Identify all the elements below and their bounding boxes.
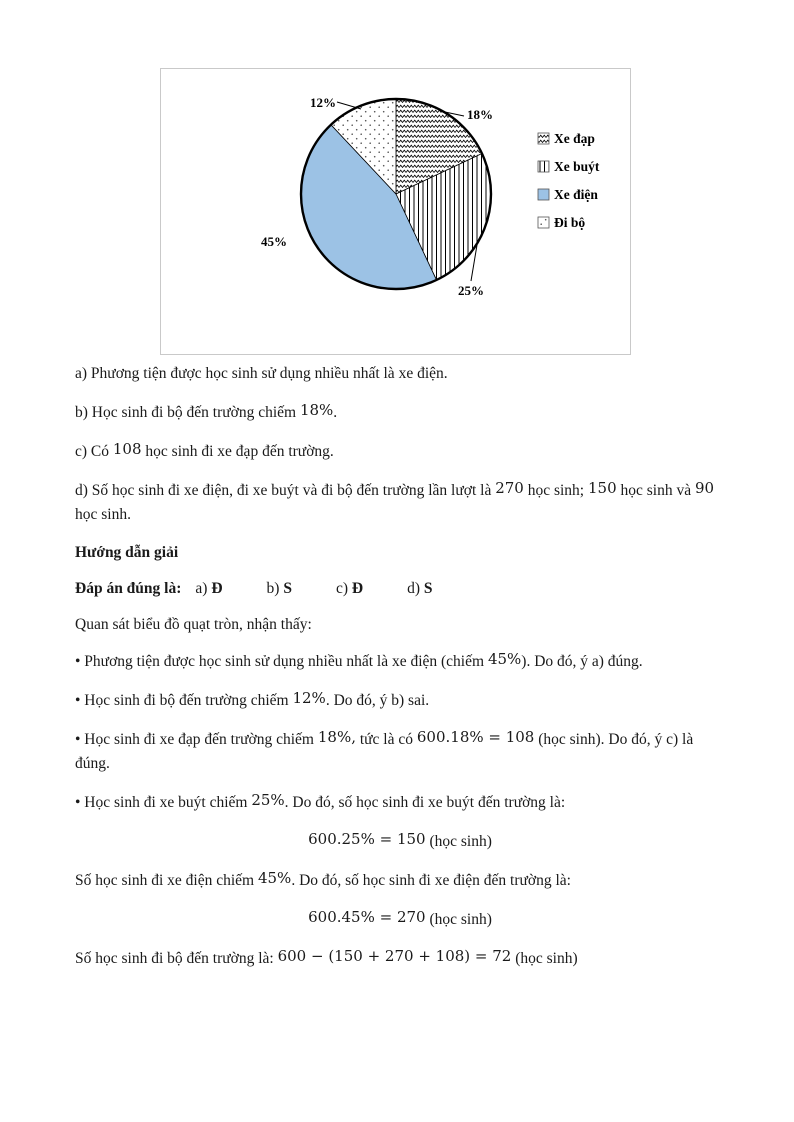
bullet-3-pre: • Học sinh đi xe đạp đến trường chiếm <box>75 731 318 748</box>
statement-b-math: 18% <box>299 401 334 419</box>
bullet-4-math: 25% <box>251 791 285 809</box>
answer-d-prefix: d) <box>407 580 420 597</box>
legend-swatch-di-bo <box>538 217 549 228</box>
observe-line <box>75 613 725 637</box>
statement-d <box>75 478 725 527</box>
bullet-4-post: . Do đó, số học sinh đi xe buýt đến trường là: <box>284 794 566 811</box>
bullet-3-mid: tức là có <box>355 731 417 748</box>
statement-b-pre: b) Học sinh đi bộ đến trường chiếm <box>75 404 300 421</box>
line-di-bo-post: (học sinh) <box>511 950 578 967</box>
bullet-3-math1: 18%, <box>317 728 356 746</box>
formula-xe-dien-unit: (học sinh) <box>425 911 492 928</box>
bullet-2-math: 12% <box>292 689 326 707</box>
answer-c-value: Đ <box>351 580 364 597</box>
statement-a <box>75 362 725 386</box>
legend-label-di-bo: Đi bộ <box>554 215 586 230</box>
bullet-2 <box>75 688 725 713</box>
bullet-4 <box>75 790 725 815</box>
statement-b <box>75 400 725 425</box>
formula-xe-buyt <box>75 829 725 854</box>
line-xe-dien-math: 45% <box>257 869 292 887</box>
legend-label-xe-dap: Xe đạp <box>554 131 595 146</box>
bullet-1 <box>75 649 725 674</box>
formula-xe-buyt-unit: (học sinh) <box>425 833 492 850</box>
legend-item-xe-dap <box>538 131 595 146</box>
pie-label-di-bo: 12% <box>310 95 336 110</box>
statement-c <box>75 439 725 464</box>
pie-chart-figure <box>160 68 631 355</box>
answer-b-value: S <box>283 580 292 597</box>
bullet-1-post: ). Do đó, ý a) đúng. <box>521 653 643 670</box>
statement-d-pre: d) Số học sinh đi xe điện, đi xe buýt và đi bộ đến trường lần lượt là <box>75 482 496 499</box>
statement-d-math1: 270 <box>495 479 524 497</box>
answer-a-prefix: a) <box>195 580 208 597</box>
statement-c-math: 108 <box>112 440 142 458</box>
answer-b-prefix: b) <box>266 580 280 597</box>
legend-label-xe-dien: Xe điện <box>554 187 598 202</box>
pie-label-xe-dien: 45% <box>261 234 287 249</box>
bullet-3-math2: 600.18% = 108 <box>416 728 535 746</box>
answer-c <box>336 577 363 601</box>
answer-d <box>407 577 432 601</box>
legend-item-xe-buyt <box>538 159 600 174</box>
chart-legend <box>538 131 600 230</box>
answer-label: Đáp án đúng là: <box>75 580 182 597</box>
legend-item-xe-dien <box>538 187 598 202</box>
bullet-1-math: 45% <box>487 650 522 668</box>
statement-d-mid1: học sinh; <box>523 482 588 499</box>
line-di-bo <box>75 946 725 971</box>
bullet-2-pre: • Học sinh đi bộ đến trường chiếm <box>75 692 293 709</box>
legend-swatch-xe-dap <box>538 133 549 144</box>
statement-d-math2: 150 <box>588 479 617 497</box>
formula-xe-dien-math: 600.45% = 270 <box>308 908 426 926</box>
bullet-2-post: . Do đó, ý b) sai. <box>325 692 430 709</box>
solution-heading <box>75 541 725 565</box>
line-di-bo-math: 600 − (150 + 270 + 108) = 72 <box>277 947 512 965</box>
legend-label-xe-buyt: Xe buýt <box>554 159 600 174</box>
pie-chart-svg <box>161 69 630 354</box>
line-xe-dien-post: . Do đó, số học sinh đi xe điện đến trường là: <box>291 872 571 889</box>
solution-heading-text: Hướng dẫn giải <box>75 544 179 561</box>
answer-d-value: S <box>423 580 433 597</box>
observe-text: Quan sát biểu đồ quạt tròn, nhận thấy: <box>75 616 312 633</box>
statement-d-math3: 90 <box>695 479 715 497</box>
legend-swatch-xe-dien <box>538 189 549 200</box>
answer-a <box>195 577 222 601</box>
answer-a-value: Đ <box>211 580 223 597</box>
statement-d-post: học sinh. <box>75 506 131 523</box>
legend-item-di-bo <box>538 215 585 230</box>
line-xe-dien-pre: Số học sinh đi xe điện chiếm <box>75 872 258 889</box>
statement-a-text: a) Phương tiện được học sinh sử dụng nhiều nhất là xe điện. <box>75 365 448 382</box>
statement-c-post: học sinh đi xe đạp đến trường. <box>141 443 334 460</box>
document-body <box>75 362 725 985</box>
bullet-1-pre: • Phương tiện được học sinh sử dụng nhiều nhất là xe điện (chiếm <box>75 653 488 670</box>
pie-label-xe-buyt: 25% <box>458 283 484 298</box>
statement-c-pre: c) Có <box>75 443 113 460</box>
statement-b-post: . <box>333 404 338 421</box>
bullet-3-post: (học sinh). Do đó, ý c) là đúng. <box>75 731 694 772</box>
pie <box>301 99 491 289</box>
bullet-4-pre: • Học sinh đi xe buýt chiếm <box>75 794 252 811</box>
line-xe-dien <box>75 868 725 893</box>
formula-xe-buyt-math: 600.25% = 150 <box>308 830 426 848</box>
leader-line-12 <box>337 102 361 109</box>
answer-c-prefix: c) <box>335 580 348 597</box>
answer-line <box>75 577 725 601</box>
answer-b <box>267 577 292 601</box>
line-di-bo-pre: Số học sinh đi bộ đến trường là: <box>75 950 278 967</box>
bullet-3 <box>75 727 725 776</box>
legend-swatch-xe-buyt <box>538 161 549 172</box>
pie-label-xe-dap: 18% <box>467 107 493 122</box>
formula-xe-dien <box>75 907 725 932</box>
statement-d-mid2: học sinh và <box>616 482 695 499</box>
